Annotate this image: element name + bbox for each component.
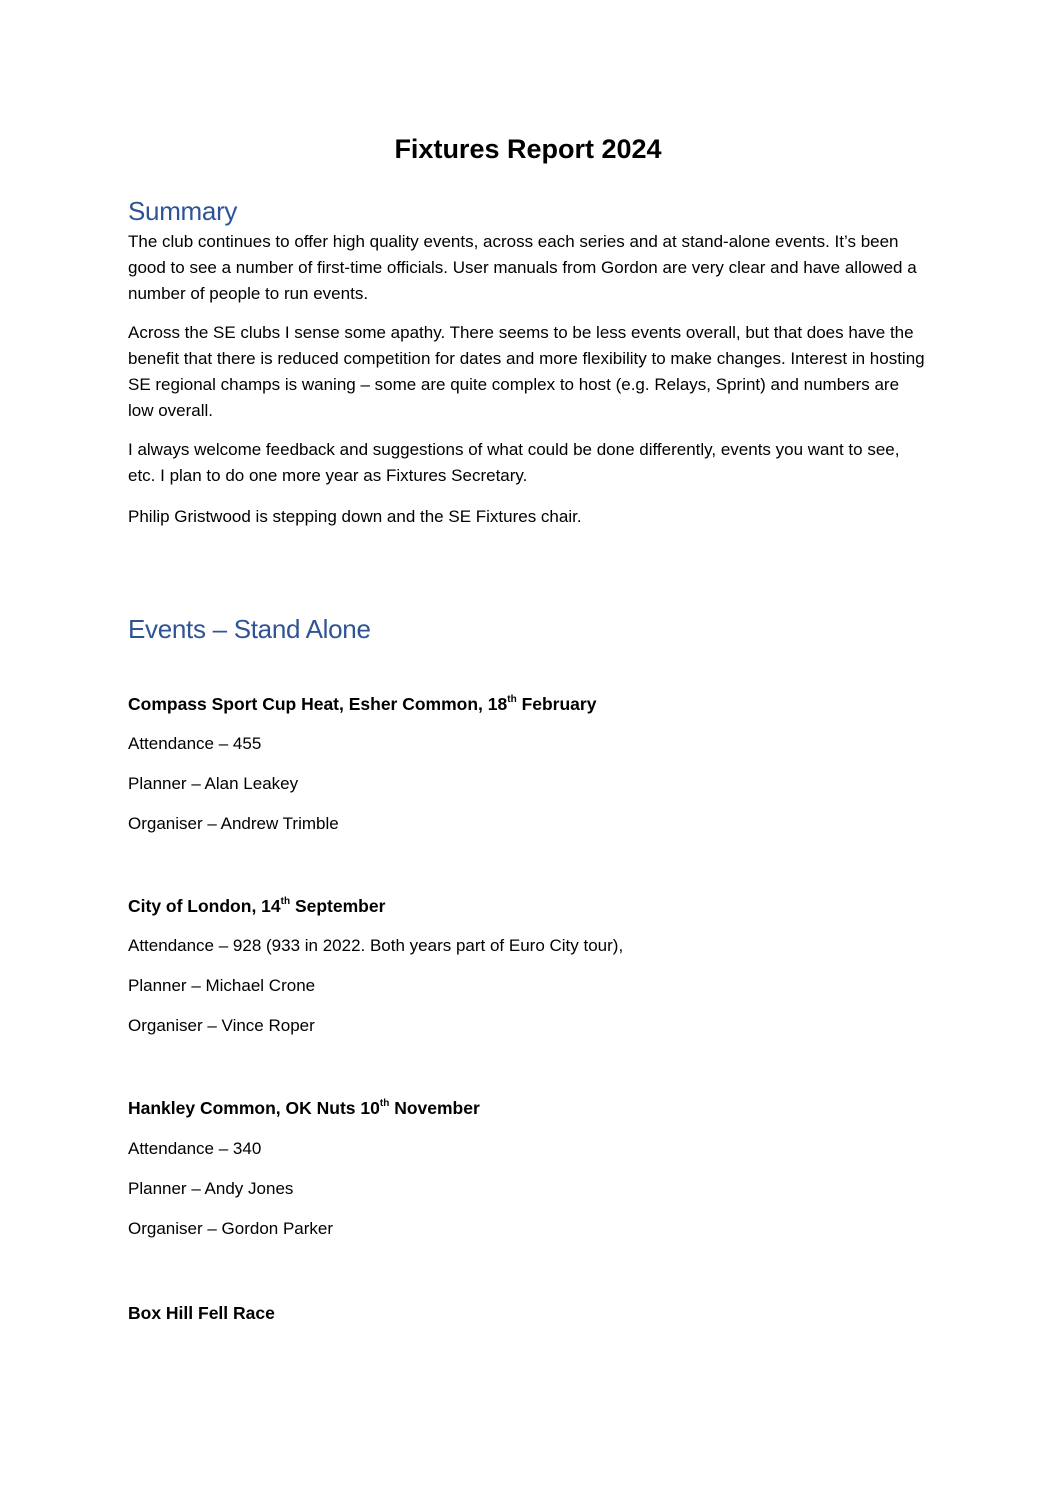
summary-heading: Summary [128, 196, 238, 226]
event-attendance: Attendance – 928 (933 in 2022. Both years part of Euro City tour), [128, 936, 624, 955]
event-title: Compass Sport Cup Heat, Esher Common, 18th February [128, 694, 597, 714]
standalone-heading: Events – Stand Alone [128, 614, 371, 644]
event-planner: Planner – Andy Jones [128, 1179, 294, 1198]
event-planner: Planner – Michael Crone [128, 976, 316, 995]
event-organiser: Organiser – Vince Roper [128, 1016, 315, 1035]
event-organiser: Organiser – Andrew Trimble [128, 814, 339, 833]
summary-paragraph: Across the SE clubs I sense some apathy. There seems to be less events overall, but that does have the benefit that there is reduced competition for dates and more flexibility to make changes. Interest in hosting SE regional champs is waning – some are quite complex to host (e.g. Relays, Sprint) and numbers are low overall. [128, 323, 925, 420]
event-attendance: Attendance – 455 [128, 734, 262, 753]
event-title: Hankley Common, OK Nuts 10th November [128, 1098, 480, 1118]
event-planner: Planner – Alan Leakey [128, 774, 299, 793]
summary-paragraph: The club continues to offer high quality events, across each series and at stand-alone events. It’s been good to see a number of first-time officials. User manuals from Gordon are very clear and have allowed a number of people to run events. [128, 232, 917, 303]
event-title: Box Hill Fell Race [128, 1303, 275, 1323]
report-title: Fixtures Report 2024 [394, 134, 662, 164]
event-organiser: Organiser – Gordon Parker [128, 1219, 334, 1238]
event-attendance: Attendance – 340 [128, 1139, 262, 1158]
summary-paragraph: I always welcome feedback and suggestions of what could be done differently, events you want to see, etc. I plan to do one more year as Fixtures Secretary. [128, 440, 900, 485]
summary-paragraph: Philip Gristwood is stepping down and the SE Fixtures chair. [128, 507, 582, 526]
event-title: City of London, 14th September [128, 896, 386, 916]
